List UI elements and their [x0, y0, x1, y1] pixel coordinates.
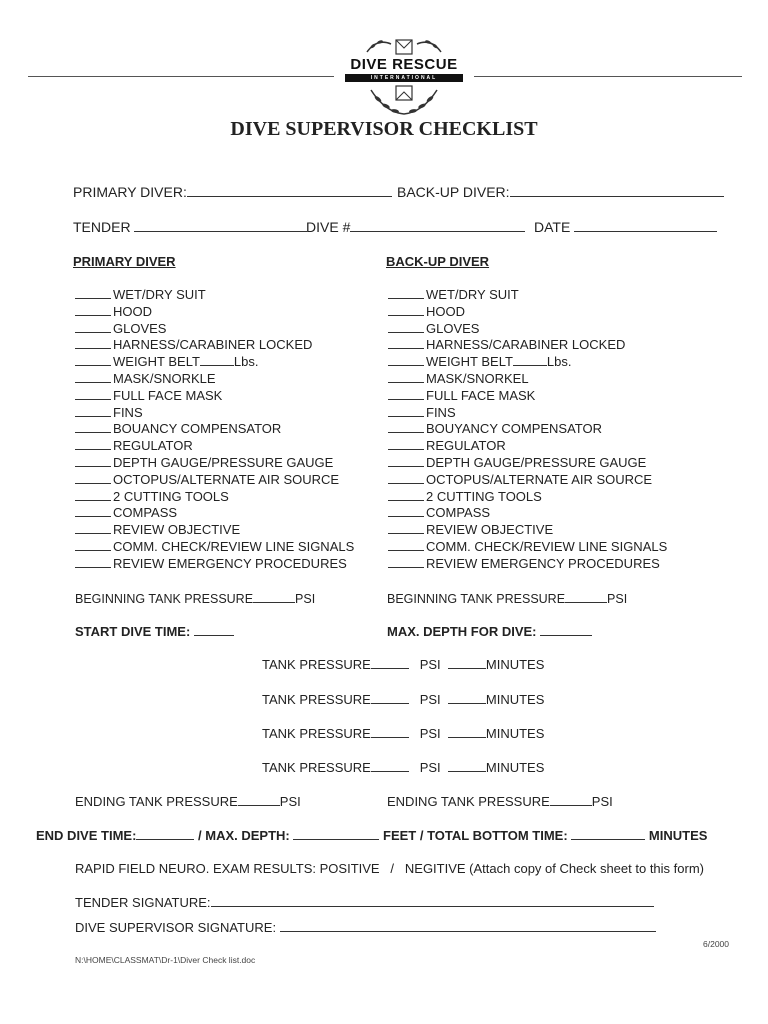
list-item[interactable]: DEPTH GAUGE/PRESSURE GAUGE [75, 455, 354, 472]
tank-psi-blank[interactable] [371, 691, 409, 704]
list-item[interactable]: OCTOPUS/ALTERNATE AIR SOURCE [388, 472, 667, 489]
tank-psi-blank[interactable] [371, 656, 409, 669]
beginning-tank-blank[interactable] [253, 591, 295, 603]
tender-blank[interactable] [134, 219, 307, 232]
check-blank[interactable] [75, 405, 111, 417]
tender-label: TENDER [73, 219, 131, 235]
tender-signature-blank[interactable] [211, 894, 654, 907]
supervisor-signature-blank[interactable] [280, 919, 656, 932]
tank-psi-blank[interactable] [371, 725, 409, 738]
psi-label: PSI [295, 592, 316, 606]
neuro-exam-results[interactable]: RAPID FIELD NEURO. EXAM RESULTS: POSITIVE / NEGITIVE (Attach copy of Check sheet to this form) [75, 861, 704, 876]
list-item[interactable]: DEPTH GAUGE/PRESSURE GAUGE [388, 455, 667, 472]
backup-diver-field[interactable] [397, 184, 724, 200]
feet-total-label: FEET / TOTAL BOTTOM TIME: [383, 828, 568, 843]
list-item[interactable]: FULL FACE MASK [388, 388, 667, 405]
list-item[interactable]: REVIEW EMERGENCY PROCEDURES [75, 556, 354, 573]
check-blank[interactable] [388, 371, 424, 383]
list-item[interactable]: OCTOPUS/ALTERNATE AIR SOURCE [75, 472, 354, 489]
list-item[interactable]: COMPASS [75, 505, 354, 522]
ending-tank-label: ENDING TANK PRESSURE [75, 794, 238, 809]
check-blank[interactable] [75, 388, 111, 400]
check-blank[interactable] [75, 539, 111, 551]
list-item[interactable]: FULL FACE MASK [75, 388, 354, 405]
tender-signature-field[interactable] [75, 894, 654, 910]
check-blank[interactable] [75, 556, 111, 568]
check-blank[interactable] [75, 321, 111, 333]
header-rule-left [28, 76, 334, 77]
tank-pressure-row[interactable]: TANK PRESSURE PSI MINUTES [262, 760, 545, 775]
tank-psi-blank[interactable] [371, 759, 409, 772]
minutes-label: MINUTES [648, 828, 708, 843]
check-blank[interactable] [75, 287, 111, 299]
primary-diver-field[interactable] [73, 184, 392, 200]
check-blank[interactable] [75, 472, 111, 484]
check-blank[interactable] [388, 505, 424, 517]
page-title: DIVE SUPERVISOR CHECKLIST [230, 118, 538, 140]
list-item[interactable]: REVIEW OBJECTIVE [388, 522, 667, 539]
backup-checklist [388, 287, 667, 573]
logo-wordmark: DIVE RESCUE [350, 56, 458, 73]
beginning-tank-label: BEGINNING TANK PRESSURE [387, 592, 566, 606]
list-item[interactable]: FINS [75, 405, 354, 422]
list-item[interactable]: WET/DRY SUIT [75, 287, 354, 304]
end-dive-summary[interactable] [36, 827, 707, 843]
max-depth-for-dive-label: MAX. DEPTH FOR DIVE: [387, 624, 537, 639]
tank-minutes-blank[interactable] [448, 725, 486, 738]
list-item[interactable]: REVIEW EMERGENCY PROCEDURES [388, 556, 667, 573]
lbs-label: Lbs. [546, 354, 572, 370]
beginning-tank-label: BEGINNING TANK PRESSURE [75, 592, 254, 606]
list-item[interactable]: MASK/SNORKLE [75, 371, 354, 388]
list-item[interactable]: COMM. CHECK/REVIEW LINE SIGNALS [388, 539, 667, 556]
backup-ending-tank-field[interactable] [387, 793, 613, 809]
dive-number-blank[interactable] [350, 219, 525, 232]
list-item[interactable]: HOOD [388, 304, 667, 321]
list-item[interactable]: WEIGHT BELT Lbs. [388, 354, 667, 371]
psi-label: PSI [279, 794, 301, 809]
psi-label: PSI [591, 794, 613, 809]
check-blank[interactable] [75, 455, 111, 467]
list-item[interactable]: COMM. CHECK/REVIEW LINE SIGNALS [75, 539, 354, 556]
check-blank[interactable] [388, 321, 424, 333]
check-blank[interactable] [75, 522, 111, 534]
date-label: DATE [534, 219, 571, 235]
start-dive-time-blank[interactable] [194, 623, 234, 636]
supervisor-signature-field[interactable] [75, 919, 656, 935]
list-item[interactable]: HOOD [75, 304, 354, 321]
logo-subtitle: INTERNATIONAL [345, 74, 463, 82]
check-blank[interactable] [75, 438, 111, 450]
list-item[interactable]: COMPASS [388, 505, 667, 522]
list-item[interactable]: WEIGHT BELT Lbs. [75, 354, 354, 371]
tender-signature-label: TENDER SIGNATURE: [75, 895, 211, 910]
tank-minutes-blank[interactable] [448, 656, 486, 669]
list-item[interactable]: REGULATOR [75, 438, 354, 455]
check-blank[interactable] [388, 287, 424, 299]
check-blank[interactable] [75, 421, 111, 433]
check-blank[interactable] [75, 371, 111, 383]
list-item[interactable]: WET/DRY SUIT [388, 287, 667, 304]
backup-diver-blank[interactable] [510, 184, 724, 197]
beginning-tank-blank[interactable] [565, 591, 607, 603]
check-blank[interactable] [75, 489, 111, 501]
date-blank[interactable] [574, 219, 717, 232]
backup-diver-heading: BACK-UP DIVER [386, 254, 490, 269]
ending-tank-blank[interactable] [238, 793, 280, 806]
total-bottom-time-blank[interactable] [571, 827, 645, 840]
list-item[interactable]: BOUYANCY COMPENSATOR [388, 421, 667, 438]
check-blank[interactable] [75, 505, 111, 517]
list-item[interactable]: FINS [388, 405, 667, 422]
start-dive-time-label: START DIVE TIME: [75, 624, 191, 639]
check-blank[interactable] [388, 388, 424, 400]
check-blank[interactable] [388, 539, 424, 551]
start-dive-time-field[interactable] [75, 623, 234, 639]
primary-checklist [75, 287, 354, 573]
date-field[interactable] [534, 219, 717, 235]
list-item[interactable]: REVIEW OBJECTIVE [75, 522, 354, 539]
tank-pressure-row[interactable]: TANK PRESSURE PSI MINUTES [262, 657, 545, 672]
psi-label: PSI [607, 592, 628, 606]
dive-number-field[interactable] [306, 219, 525, 235]
revision-date: 6/2000 [703, 939, 729, 949]
check-blank[interactable] [75, 337, 111, 349]
tank-pressure-row[interactable]: TANK PRESSURE PSI MINUTES [262, 692, 545, 707]
primary-diver-label: PRIMARY DIVER: [73, 184, 187, 200]
list-item[interactable]: GLOVES [75, 321, 354, 338]
ending-tank-label: ENDING TANK PRESSURE [387, 794, 550, 809]
list-item[interactable]: GLOVES [388, 321, 667, 338]
list-item[interactable]: REGULATOR [388, 438, 667, 455]
list-item[interactable]: 2 CUTTING TOOLS [75, 489, 354, 506]
ending-tank-blank[interactable] [550, 793, 592, 806]
weight-lbs-blank[interactable] [200, 354, 234, 366]
primary-diver-heading: PRIMARY DIVER [73, 254, 176, 269]
weight-lbs-blank[interactable] [513, 354, 547, 366]
list-item[interactable]: BOUANCY COMPENSATOR [75, 421, 354, 438]
check-blank[interactable] [75, 354, 111, 366]
check-blank[interactable] [388, 489, 424, 501]
max-depth-for-dive-field[interactable] [387, 623, 592, 639]
end-dive-time-label: END DIVE TIME: [36, 828, 137, 843]
check-blank[interactable] [388, 472, 424, 484]
end-dive-time-blank[interactable] [136, 827, 194, 840]
tender-field[interactable] [73, 219, 307, 235]
list-item[interactable]: 2 CUTTING TOOLS [388, 489, 667, 506]
check-blank[interactable] [388, 556, 424, 568]
tank-pressure-row[interactable]: TANK PRESSURE PSI MINUTES [262, 726, 545, 741]
check-blank[interactable] [388, 421, 424, 433]
list-item[interactable]: HARNESS/CARABINER LOCKED [75, 337, 354, 354]
list-item[interactable]: HARNESS/CARABINER LOCKED [388, 337, 667, 354]
file-path: N:\HOME\CLASSMAT\Dr-1\Diver Check list.doc [75, 955, 256, 965]
check-blank[interactable] [388, 304, 424, 316]
check-blank[interactable] [75, 304, 111, 316]
lbs-label: Lbs. [233, 354, 259, 370]
backup-beginning-tank-field[interactable] [387, 591, 627, 606]
max-depth-label: / MAX. DEPTH: [198, 828, 290, 843]
tank-minutes-blank[interactable] [448, 759, 486, 772]
max-depth-blank[interactable] [293, 827, 379, 840]
header-rule-right [474, 76, 742, 77]
check-blank[interactable] [388, 354, 424, 366]
backup-diver-label: BACK-UP DIVER: [397, 184, 510, 200]
max-depth-for-dive-blank[interactable] [540, 623, 592, 636]
check-blank[interactable] [388, 337, 424, 349]
tank-minutes-blank[interactable] [448, 691, 486, 704]
check-blank[interactable] [388, 455, 424, 467]
check-blank[interactable] [388, 405, 424, 417]
check-blank[interactable] [388, 438, 424, 450]
list-item[interactable]: MASK/SNORKEL [388, 371, 667, 388]
supervisor-signature-label: DIVE SUPERVISOR SIGNATURE: [75, 920, 277, 935]
dive-number-label: DIVE # [306, 219, 351, 235]
primary-ending-tank-field[interactable] [75, 793, 301, 809]
primary-diver-blank[interactable] [187, 184, 392, 197]
primary-beginning-tank-field[interactable] [75, 591, 315, 606]
check-blank[interactable] [388, 522, 424, 534]
